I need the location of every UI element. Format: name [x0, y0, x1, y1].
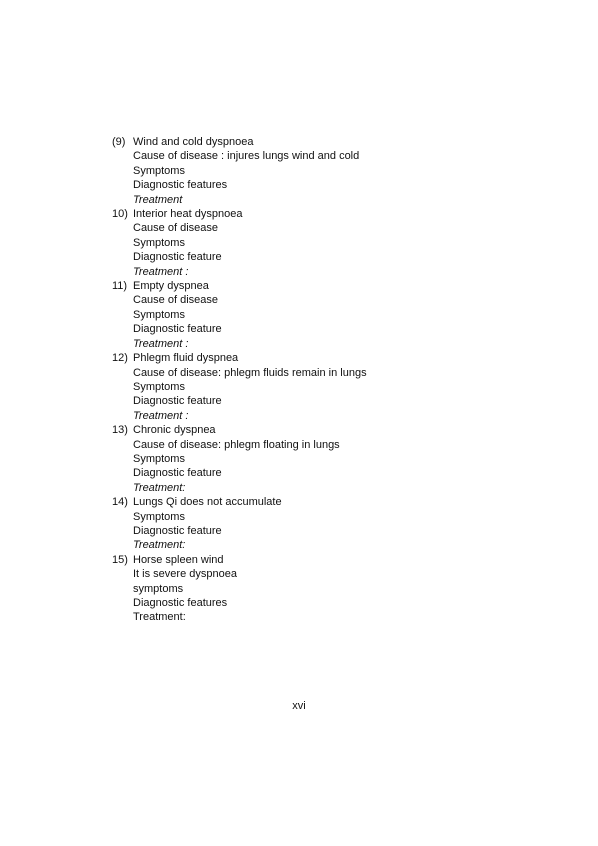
entry-title: Empty dyspnea	[133, 280, 209, 293]
entry-subitem: Treatment:	[133, 611, 186, 624]
entry-subitem: Treatment	[133, 193, 183, 206]
entry-subitem: Symptoms	[133, 236, 185, 249]
entry-title: Lungs Qi does not accumulate	[133, 496, 282, 509]
entry-subitem: Diagnostic feature	[133, 395, 222, 408]
page-number: xvi	[292, 700, 306, 712]
entry-subitem: Cause of disease	[133, 294, 218, 307]
entry-number: 11)	[112, 280, 128, 293]
entry-subitem: Treatment:	[133, 539, 186, 552]
entry-title: Chronic dyspnea	[133, 424, 216, 437]
contents-list	[112, 135, 572, 625]
entry-title: Interior heat dyspnoea	[133, 208, 243, 221]
entry-subitem: Symptoms	[133, 308, 185, 321]
entry-heading	[112, 423, 572, 437]
entry-heading	[112, 279, 572, 293]
entry-title: Wind and cold dyspnoea	[133, 136, 254, 148]
contents-entry	[112, 495, 572, 553]
entry-subitem: Symptoms	[133, 452, 185, 465]
entry-number: 13)	[112, 424, 128, 437]
entry-subitem: Diagnostic feature	[133, 251, 222, 264]
contents-entry	[112, 279, 572, 351]
entry-subitem: Cause of disease: phlegm fluids remain in lungs	[133, 366, 367, 379]
entry-subitem: Symptoms	[133, 380, 185, 393]
entry-subitem: Diagnostic feature	[133, 467, 222, 480]
entry-heading	[112, 135, 572, 149]
entry-number: (9)	[112, 136, 126, 148]
entry-subitem: Diagnostic features	[133, 179, 228, 192]
entry-heading	[112, 553, 572, 567]
entry-title: Phlegm fluid dyspnea	[133, 352, 239, 365]
entry-number: 15)	[112, 553, 128, 566]
entry-subitem: Treatment :	[133, 409, 189, 422]
contents-entry	[112, 423, 572, 495]
entry-subitem: Treatment :	[133, 337, 189, 350]
entry-subitem: It is severe dyspnoea	[133, 568, 237, 581]
contents-entry	[112, 553, 572, 625]
entry-subitem: Treatment:	[133, 481, 186, 494]
entry-heading	[112, 495, 572, 509]
entry-number: 12)	[112, 352, 128, 365]
contents-entry	[112, 207, 572, 279]
contents-entry	[112, 135, 572, 207]
entry-subitem: Diagnostic features	[133, 597, 228, 609]
entry-subitem: Cause of disease : injures lungs wind and cold	[133, 150, 360, 163]
entry-heading	[112, 207, 572, 221]
entry-subitem: Cause of disease	[133, 222, 218, 235]
entry-heading	[112, 351, 572, 365]
entry-subitem: Diagnostic feature	[133, 524, 222, 537]
entry-subitem: Symptoms	[133, 510, 185, 523]
entry-subitem: Cause of disease: phlegm floating in lungs	[133, 438, 340, 451]
entry-number: 14)	[112, 496, 128, 509]
contents-entry	[112, 351, 572, 423]
entry-subitem: Treatment :	[133, 265, 189, 278]
entry-subitem: symptoms	[133, 582, 184, 595]
entry-subitem: Symptoms	[133, 164, 185, 177]
entry-subitem: Diagnostic feature	[133, 323, 222, 336]
entry-number: 10)	[112, 208, 128, 221]
entry-title: Horse spleen wind	[133, 553, 224, 566]
